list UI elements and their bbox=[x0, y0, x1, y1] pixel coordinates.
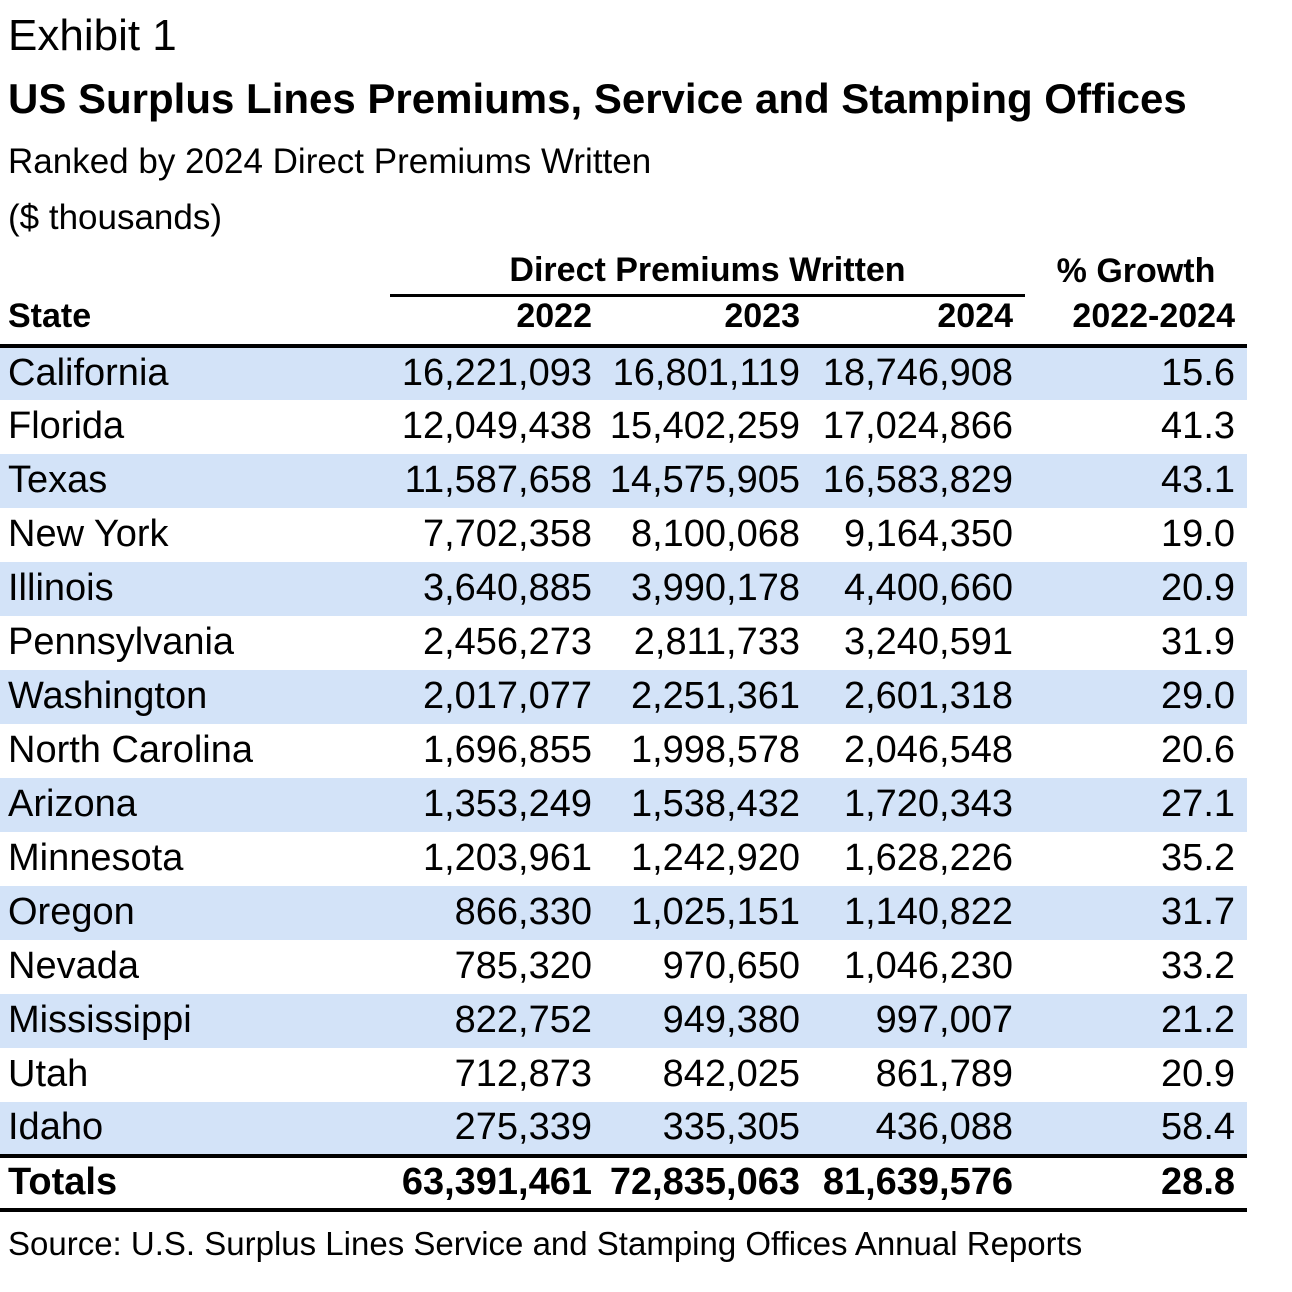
growth-cell: 33.2 bbox=[1161, 945, 1236, 988]
dpw-2023-cell: 1,998,578 bbox=[630, 729, 800, 772]
growth-cell: 27.1 bbox=[1161, 783, 1236, 826]
group-header-dpw: Direct Premiums Written bbox=[390, 249, 1025, 295]
growth-cell: 41.3 bbox=[1161, 405, 1236, 448]
dpw-2024-cell: 18,746,908 bbox=[822, 352, 1014, 395]
growth-cell: 15.6 bbox=[1161, 352, 1236, 395]
table-row bbox=[0, 400, 1247, 454]
dpw-2024-cell: 2,601,318 bbox=[843, 675, 1014, 718]
state-cell: Mississippi bbox=[8, 999, 192, 1042]
table-row bbox=[0, 1102, 1247, 1156]
dpw-2022-cell: 785,320 bbox=[454, 945, 592, 988]
dpw-2022-cell: 822,752 bbox=[454, 999, 592, 1042]
table-row bbox=[0, 346, 1247, 400]
growth-cell: 35.2 bbox=[1161, 837, 1236, 880]
dpw-2022-cell: 7,702,358 bbox=[422, 513, 592, 556]
growth-cell: 29.0 bbox=[1161, 675, 1236, 718]
dpw-2022-cell: 2,456,273 bbox=[422, 621, 592, 664]
state-cell: Nevada bbox=[8, 945, 139, 988]
growth-cell: 20.9 bbox=[1161, 1053, 1236, 1096]
growth-cell: 58.4 bbox=[1161, 1106, 1236, 1149]
col-header-state: State bbox=[0, 295, 390, 346]
dpw-2023-cell: 949,380 bbox=[662, 999, 800, 1042]
dpw-2022-cell: 275,339 bbox=[454, 1106, 592, 1149]
table-row bbox=[0, 832, 1247, 886]
dpw-2022-cell: 16,221,093 bbox=[401, 352, 592, 395]
dpw-2024-cell: 436,088 bbox=[875, 1106, 1014, 1149]
dpw-2022-cell: 712,873 bbox=[454, 1053, 592, 1096]
units-note: ($ thousands) bbox=[8, 198, 223, 238]
col-header-2022: 2022 bbox=[390, 295, 604, 346]
totals-2022: 63,391,461 bbox=[390, 1156, 604, 1210]
dpw-2024-cell: 17,024,866 bbox=[822, 405, 1014, 448]
state-cell: North Carolina bbox=[8, 729, 253, 772]
state-cell: Texas bbox=[8, 459, 108, 502]
dpw-2023-cell: 2,251,361 bbox=[630, 675, 800, 718]
dpw-2022-cell: 1,203,961 bbox=[422, 837, 592, 880]
dpw-2024-cell: 997,007 bbox=[875, 999, 1014, 1042]
state-cell: Pennsylvania bbox=[8, 621, 235, 664]
dpw-2022-cell: 2,017,077 bbox=[422, 675, 592, 718]
page-title: US Surplus Lines Premiums, Service and Stamping Offices bbox=[8, 74, 1187, 122]
table-row bbox=[0, 616, 1247, 670]
col-header-2023: 2023 bbox=[604, 295, 812, 346]
page-subtitle: Ranked by 2024 Direct Premiums Written bbox=[8, 142, 652, 182]
dpw-2023-cell: 8,100,068 bbox=[630, 513, 800, 556]
source-note: Source: U.S. Surplus Lines Service and Stamping Offices Annual Reports bbox=[8, 1224, 1083, 1262]
dpw-2024-cell: 16,583,829 bbox=[822, 459, 1014, 502]
dpw-2023-cell: 2,811,733 bbox=[633, 621, 800, 664]
table-row bbox=[0, 994, 1247, 1048]
state-cell: New York bbox=[8, 513, 169, 556]
totals-2024: 81,639,576 bbox=[812, 1156, 1025, 1210]
dpw-2024-cell: 1,628,226 bbox=[843, 837, 1014, 880]
state-cell: Oregon bbox=[8, 891, 135, 934]
totals-2023: 72,835,063 bbox=[604, 1156, 812, 1210]
dpw-2023-cell: 1,538,432 bbox=[630, 783, 800, 826]
group-header-row bbox=[0, 249, 1247, 295]
dpw-2024-cell: 1,720,343 bbox=[843, 783, 1014, 826]
column-header-row bbox=[0, 295, 1247, 346]
dpw-2024-cell: 861,789 bbox=[875, 1053, 1014, 1096]
state-cell: Florida bbox=[8, 405, 125, 448]
growth-cell: 20.9 bbox=[1161, 567, 1236, 610]
state-cell: Arizona bbox=[8, 783, 137, 826]
dpw-2023-cell: 842,025 bbox=[662, 1053, 800, 1096]
totals-label: Totals bbox=[0, 1156, 390, 1210]
table-row bbox=[0, 724, 1247, 778]
dpw-2022-cell: 11,587,658 bbox=[404, 459, 592, 502]
table-row bbox=[0, 886, 1247, 940]
col-header-growth-range: 2022-2024 bbox=[1025, 295, 1247, 346]
dpw-2022-cell: 866,330 bbox=[454, 891, 592, 934]
table-row bbox=[0, 1048, 1247, 1102]
table-row bbox=[0, 940, 1247, 994]
dpw-2023-cell: 335,305 bbox=[662, 1106, 800, 1149]
table-row bbox=[0, 562, 1247, 616]
dpw-2024-cell: 2,046,548 bbox=[843, 729, 1014, 772]
growth-cell: 31.7 bbox=[1161, 891, 1236, 934]
table-row bbox=[0, 778, 1247, 832]
state-cell: Illinois bbox=[8, 567, 114, 610]
table-body bbox=[0, 346, 1247, 1156]
state-cell: California bbox=[8, 352, 169, 395]
exhibit-label: Exhibit 1 bbox=[8, 11, 177, 60]
state-cell: Minnesota bbox=[8, 837, 184, 880]
state-cell: Idaho bbox=[8, 1106, 104, 1149]
growth-header: % Growth bbox=[1056, 252, 1216, 291]
dpw-2024-cell: 9,164,350 bbox=[843, 513, 1014, 556]
table-row bbox=[0, 508, 1247, 562]
dpw-2023-cell: 15,402,259 bbox=[609, 405, 800, 448]
dpw-2024-cell: 4,400,660 bbox=[843, 567, 1014, 610]
state-cell: Utah bbox=[8, 1053, 89, 1096]
totals-row bbox=[0, 1156, 1247, 1210]
dpw-2022-cell: 3,640,885 bbox=[422, 567, 592, 610]
table-row bbox=[0, 454, 1247, 508]
col-header-2024: 2024 bbox=[812, 295, 1025, 346]
dpw-2023-cell: 3,990,178 bbox=[630, 567, 800, 610]
dpw-2023-cell: 970,650 bbox=[662, 945, 800, 988]
growth-cell: 31.9 bbox=[1161, 621, 1236, 664]
dpw-2022-cell: 1,696,855 bbox=[422, 729, 592, 772]
dpw-2023-cell: 1,242,920 bbox=[630, 837, 800, 880]
dpw-2022-cell: 1,353,249 bbox=[422, 783, 592, 826]
totals-growth: 28.8 bbox=[1025, 1156, 1247, 1210]
growth-cell: 43.1 bbox=[1161, 459, 1236, 502]
dpw-2024-cell: 1,046,230 bbox=[843, 945, 1014, 988]
table-row bbox=[0, 670, 1247, 724]
dpw-2023-cell: 16,801,119 bbox=[612, 352, 800, 395]
growth-cell: 20.6 bbox=[1161, 729, 1236, 772]
premiums-table bbox=[0, 249, 1247, 1212]
dpw-2023-cell: 1,025,151 bbox=[630, 891, 800, 934]
growth-cell: 21.2 bbox=[1161, 999, 1236, 1042]
state-cell: Washington bbox=[8, 675, 208, 718]
dpw-2024-cell: 1,140,822 bbox=[843, 891, 1014, 934]
growth-cell: 19.0 bbox=[1161, 513, 1236, 556]
group-header-spacer bbox=[0, 249, 390, 295]
dpw-2024-cell: 3,240,591 bbox=[843, 621, 1014, 664]
dpw-2023-cell: 14,575,905 bbox=[609, 459, 800, 502]
dpw-2022-cell: 12,049,438 bbox=[401, 405, 592, 448]
